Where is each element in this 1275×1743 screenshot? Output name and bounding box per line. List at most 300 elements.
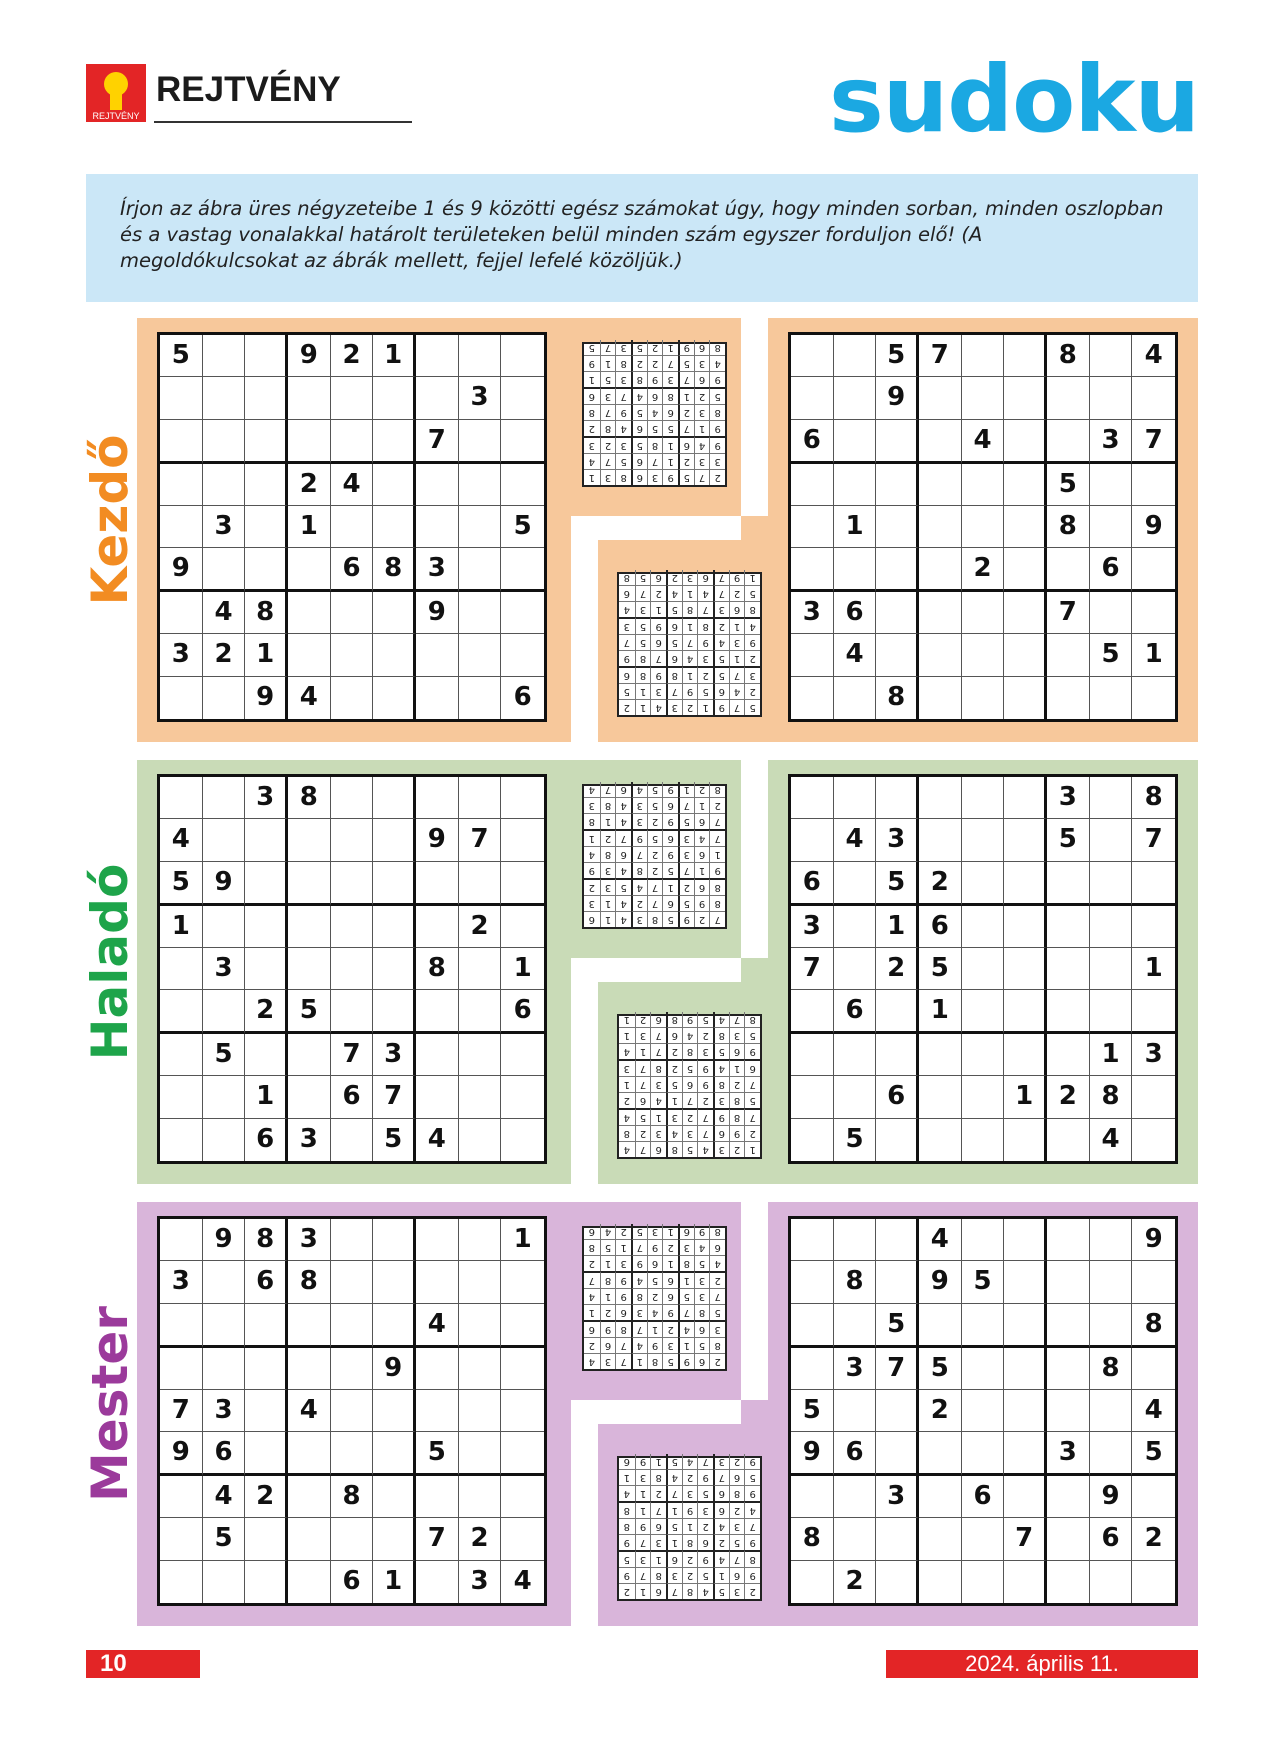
empty-cell[interactable] (876, 506, 919, 548)
empty-cell[interactable] (791, 1034, 834, 1076)
empty-cell[interactable] (1090, 335, 1133, 377)
empty-cell[interactable] (791, 634, 834, 676)
empty-cell[interactable] (245, 1561, 288, 1603)
empty-cell[interactable] (962, 1348, 1005, 1390)
empty-cell[interactable] (791, 677, 834, 719)
empty-cell[interactable] (962, 1219, 1005, 1261)
empty-cell[interactable] (962, 819, 1005, 861)
empty-cell[interactable] (1004, 1034, 1047, 1076)
empty-cell[interactable] (919, 1561, 962, 1603)
empty-cell[interactable] (1132, 548, 1175, 592)
empty-cell[interactable] (288, 819, 331, 861)
empty-cell[interactable] (160, 1348, 203, 1390)
empty-cell[interactable] (1047, 1304, 1090, 1348)
empty-cell[interactable] (919, 420, 962, 464)
empty-cell[interactable] (245, 377, 288, 419)
empty-cell[interactable] (373, 948, 416, 990)
empty-cell[interactable] (1004, 990, 1047, 1034)
empty-cell[interactable] (919, 506, 962, 548)
empty-cell[interactable] (501, 1518, 544, 1560)
empty-cell[interactable] (160, 1518, 203, 1560)
empty-cell[interactable] (245, 819, 288, 861)
empty-cell[interactable] (962, 1034, 1005, 1076)
empty-cell[interactable] (1047, 377, 1090, 419)
empty-cell[interactable] (373, 1476, 416, 1518)
empty-cell[interactable] (962, 906, 1005, 948)
empty-cell[interactable] (876, 1390, 919, 1432)
empty-cell[interactable] (1090, 1261, 1133, 1303)
empty-cell[interactable] (1004, 777, 1047, 819)
empty-cell[interactable] (1132, 677, 1175, 719)
empty-cell[interactable] (1004, 1390, 1047, 1432)
empty-cell[interactable] (459, 335, 502, 377)
empty-cell[interactable] (834, 677, 877, 719)
empty-cell[interactable] (962, 1304, 1005, 1348)
empty-cell[interactable] (1090, 777, 1133, 819)
empty-cell[interactable] (373, 464, 416, 506)
empty-cell[interactable] (501, 1304, 544, 1348)
empty-cell[interactable] (962, 1561, 1005, 1603)
empty-cell[interactable] (245, 862, 288, 906)
empty-cell[interactable] (245, 335, 288, 377)
empty-cell[interactable] (1132, 1476, 1175, 1518)
empty-cell[interactable] (203, 777, 246, 819)
empty-cell[interactable] (919, 1034, 962, 1076)
empty-cell[interactable] (373, 420, 416, 464)
empty-cell[interactable] (501, 464, 544, 506)
empty-cell[interactable] (1004, 1348, 1047, 1390)
empty-cell[interactable] (459, 1261, 502, 1303)
empty-cell[interactable] (962, 464, 1005, 506)
empty-cell[interactable] (834, 862, 877, 906)
empty-cell[interactable] (962, 1119, 1005, 1161)
empty-cell[interactable] (1004, 1304, 1047, 1348)
empty-cell[interactable] (962, 506, 1005, 548)
empty-cell[interactable] (288, 592, 331, 634)
empty-cell[interactable] (962, 990, 1005, 1034)
empty-cell[interactable] (834, 377, 877, 419)
empty-cell[interactable] (1132, 1119, 1175, 1161)
empty-cell[interactable] (1004, 906, 1047, 948)
empty-cell[interactable] (919, 1119, 962, 1161)
empty-cell[interactable] (1047, 1261, 1090, 1303)
empty-cell[interactable] (459, 777, 502, 819)
empty-cell[interactable] (1047, 1476, 1090, 1518)
empty-cell[interactable] (459, 634, 502, 676)
empty-cell[interactable] (1004, 1476, 1047, 1518)
empty-cell[interactable] (203, 464, 246, 506)
empty-cell[interactable] (160, 777, 203, 819)
empty-cell[interactable] (1004, 548, 1047, 592)
empty-cell[interactable] (331, 677, 374, 719)
empty-cell[interactable] (962, 777, 1005, 819)
empty-cell[interactable] (160, 1304, 203, 1348)
empty-cell[interactable] (203, 990, 246, 1034)
empty-cell[interactable] (834, 1034, 877, 1076)
empty-cell[interactable] (876, 634, 919, 676)
empty-cell[interactable] (373, 592, 416, 634)
empty-cell[interactable] (1132, 862, 1175, 906)
empty-cell[interactable] (288, 1476, 331, 1518)
empty-cell[interactable] (876, 1518, 919, 1560)
empty-cell[interactable] (791, 777, 834, 819)
empty-cell[interactable] (373, 777, 416, 819)
empty-cell[interactable] (791, 1304, 834, 1348)
empty-cell[interactable] (501, 1432, 544, 1476)
empty-cell[interactable] (962, 1518, 1005, 1560)
empty-cell[interactable] (416, 1561, 459, 1603)
empty-cell[interactable] (501, 335, 544, 377)
empty-cell[interactable] (416, 1476, 459, 1518)
empty-cell[interactable] (416, 862, 459, 906)
empty-cell[interactable] (1132, 464, 1175, 506)
empty-cell[interactable] (791, 990, 834, 1034)
empty-cell[interactable] (1132, 1261, 1175, 1303)
empty-cell[interactable] (331, 1432, 374, 1476)
empty-cell[interactable] (919, 777, 962, 819)
empty-cell[interactable] (203, 1348, 246, 1390)
empty-cell[interactable] (288, 1034, 331, 1076)
empty-cell[interactable] (1090, 1561, 1133, 1603)
empty-cell[interactable] (876, 420, 919, 464)
empty-cell[interactable] (791, 1119, 834, 1161)
empty-cell[interactable] (416, 990, 459, 1034)
empty-cell[interactable] (416, 335, 459, 377)
empty-cell[interactable] (962, 592, 1005, 634)
empty-cell[interactable] (203, 1304, 246, 1348)
empty-cell[interactable] (1004, 1219, 1047, 1261)
empty-cell[interactable] (288, 1561, 331, 1603)
empty-cell[interactable] (1090, 1432, 1133, 1476)
empty-cell[interactable] (203, 819, 246, 861)
empty-cell[interactable] (962, 948, 1005, 990)
empty-cell[interactable] (1090, 862, 1133, 906)
empty-cell[interactable] (834, 1518, 877, 1560)
empty-cell[interactable] (501, 862, 544, 906)
empty-cell[interactable] (834, 1304, 877, 1348)
empty-cell[interactable] (203, 420, 246, 464)
empty-cell[interactable] (501, 1261, 544, 1303)
empty-cell[interactable] (160, 677, 203, 719)
empty-cell[interactable] (416, 634, 459, 676)
empty-cell[interactable] (160, 948, 203, 990)
empty-cell[interactable] (1090, 1219, 1133, 1261)
empty-cell[interactable] (203, 548, 246, 592)
empty-cell[interactable] (919, 464, 962, 506)
empty-cell[interactable] (962, 1432, 1005, 1476)
empty-cell[interactable] (331, 990, 374, 1034)
empty-cell[interactable] (160, 1219, 203, 1261)
empty-cell[interactable] (1004, 592, 1047, 634)
empty-cell[interactable] (416, 1034, 459, 1076)
empty-cell[interactable] (876, 592, 919, 634)
empty-cell[interactable] (331, 506, 374, 548)
empty-cell[interactable] (791, 1076, 834, 1118)
empty-cell[interactable] (331, 1348, 374, 1390)
empty-cell[interactable] (245, 906, 288, 948)
empty-cell[interactable] (373, 819, 416, 861)
empty-cell[interactable] (459, 1348, 502, 1390)
empty-cell[interactable] (373, 1518, 416, 1560)
empty-cell[interactable] (876, 1561, 919, 1603)
empty-cell[interactable] (834, 1476, 877, 1518)
empty-cell[interactable] (919, 634, 962, 676)
empty-cell[interactable] (459, 592, 502, 634)
empty-cell[interactable] (245, 1034, 288, 1076)
empty-cell[interactable] (834, 420, 877, 464)
empty-cell[interactable] (919, 1518, 962, 1560)
empty-cell[interactable] (1090, 906, 1133, 948)
empty-cell[interactable] (245, 948, 288, 990)
empty-cell[interactable] (416, 1261, 459, 1303)
empty-cell[interactable] (416, 1076, 459, 1118)
empty-cell[interactable] (373, 634, 416, 676)
empty-cell[interactable] (160, 990, 203, 1034)
empty-cell[interactable] (288, 548, 331, 592)
empty-cell[interactable] (203, 1119, 246, 1161)
empty-cell[interactable] (331, 862, 374, 906)
empty-cell[interactable] (245, 464, 288, 506)
empty-cell[interactable] (245, 1304, 288, 1348)
empty-cell[interactable] (962, 862, 1005, 906)
empty-cell[interactable] (962, 1076, 1005, 1118)
empty-cell[interactable] (416, 1348, 459, 1390)
empty-cell[interactable] (1047, 1034, 1090, 1076)
empty-cell[interactable] (459, 1076, 502, 1118)
empty-cell[interactable] (416, 377, 459, 419)
empty-cell[interactable] (459, 464, 502, 506)
empty-cell[interactable] (1004, 819, 1047, 861)
empty-cell[interactable] (1047, 1348, 1090, 1390)
empty-cell[interactable] (919, 1076, 962, 1118)
empty-cell[interactable] (203, 377, 246, 419)
empty-cell[interactable] (1004, 1432, 1047, 1476)
empty-cell[interactable] (288, 1348, 331, 1390)
empty-cell[interactable] (1090, 506, 1133, 548)
empty-cell[interactable] (1132, 990, 1175, 1034)
empty-cell[interactable] (160, 1034, 203, 1076)
empty-cell[interactable] (1047, 948, 1090, 990)
empty-cell[interactable] (331, 592, 374, 634)
empty-cell[interactable] (1004, 1119, 1047, 1161)
empty-cell[interactable] (1004, 420, 1047, 464)
empty-cell[interactable] (791, 1561, 834, 1603)
empty-cell[interactable] (245, 506, 288, 548)
empty-cell[interactable] (245, 1518, 288, 1560)
empty-cell[interactable] (501, 1076, 544, 1118)
empty-cell[interactable] (791, 548, 834, 592)
empty-cell[interactable] (373, 990, 416, 1034)
empty-cell[interactable] (1090, 990, 1133, 1034)
empty-cell[interactable] (331, 1119, 374, 1161)
empty-cell[interactable] (331, 1390, 374, 1432)
empty-cell[interactable] (1004, 862, 1047, 906)
empty-cell[interactable] (331, 777, 374, 819)
empty-cell[interactable] (160, 592, 203, 634)
empty-cell[interactable] (876, 1119, 919, 1161)
empty-cell[interactable] (160, 464, 203, 506)
empty-cell[interactable] (160, 1076, 203, 1118)
empty-cell[interactable] (288, 862, 331, 906)
empty-cell[interactable] (876, 1034, 919, 1076)
empty-cell[interactable] (203, 906, 246, 948)
empty-cell[interactable] (1090, 819, 1133, 861)
empty-cell[interactable] (1004, 1261, 1047, 1303)
empty-cell[interactable] (288, 377, 331, 419)
empty-cell[interactable] (416, 1219, 459, 1261)
empty-cell[interactable] (331, 906, 374, 948)
empty-cell[interactable] (459, 1034, 502, 1076)
empty-cell[interactable] (919, 819, 962, 861)
empty-cell[interactable] (1090, 1390, 1133, 1432)
empty-cell[interactable] (834, 906, 877, 948)
empty-cell[interactable] (1047, 420, 1090, 464)
empty-cell[interactable] (160, 1119, 203, 1161)
empty-cell[interactable] (791, 1219, 834, 1261)
empty-cell[interactable] (331, 1518, 374, 1560)
empty-cell[interactable] (331, 1304, 374, 1348)
empty-cell[interactable] (416, 777, 459, 819)
empty-cell[interactable] (501, 1119, 544, 1161)
empty-cell[interactable] (1004, 506, 1047, 548)
empty-cell[interactable] (331, 948, 374, 990)
empty-cell[interactable] (501, 819, 544, 861)
empty-cell[interactable] (1090, 464, 1133, 506)
empty-cell[interactable] (331, 819, 374, 861)
empty-cell[interactable] (1090, 948, 1133, 990)
empty-cell[interactable] (1004, 1561, 1047, 1603)
empty-cell[interactable] (1047, 677, 1090, 719)
empty-cell[interactable] (1004, 464, 1047, 506)
empty-cell[interactable] (373, 1390, 416, 1432)
empty-cell[interactable] (288, 1432, 331, 1476)
empty-cell[interactable] (791, 377, 834, 419)
empty-cell[interactable] (834, 1076, 877, 1118)
empty-cell[interactable] (459, 862, 502, 906)
empty-cell[interactable] (1004, 634, 1047, 676)
empty-cell[interactable] (919, 1476, 962, 1518)
empty-cell[interactable] (791, 506, 834, 548)
empty-cell[interactable] (834, 548, 877, 592)
empty-cell[interactable] (1132, 592, 1175, 634)
empty-cell[interactable] (288, 1518, 331, 1560)
empty-cell[interactable] (459, 420, 502, 464)
empty-cell[interactable] (373, 1304, 416, 1348)
empty-cell[interactable] (1132, 906, 1175, 948)
empty-cell[interactable] (919, 1304, 962, 1348)
empty-cell[interactable] (331, 420, 374, 464)
empty-cell[interactable] (245, 420, 288, 464)
empty-cell[interactable] (501, 1034, 544, 1076)
empty-cell[interactable] (160, 377, 203, 419)
empty-cell[interactable] (791, 464, 834, 506)
empty-cell[interactable] (459, 506, 502, 548)
empty-cell[interactable] (834, 1219, 877, 1261)
empty-cell[interactable] (373, 506, 416, 548)
empty-cell[interactable] (876, 548, 919, 592)
empty-cell[interactable] (834, 948, 877, 990)
empty-cell[interactable] (1047, 1561, 1090, 1603)
empty-cell[interactable] (1047, 1518, 1090, 1560)
empty-cell[interactable] (501, 420, 544, 464)
empty-cell[interactable] (876, 777, 919, 819)
empty-cell[interactable] (1090, 592, 1133, 634)
empty-cell[interactable] (1090, 377, 1133, 419)
empty-cell[interactable] (791, 819, 834, 861)
empty-cell[interactable] (876, 1432, 919, 1476)
empty-cell[interactable] (288, 634, 331, 676)
empty-cell[interactable] (1090, 677, 1133, 719)
empty-cell[interactable] (962, 634, 1005, 676)
empty-cell[interactable] (459, 948, 502, 990)
empty-cell[interactable] (501, 634, 544, 676)
empty-cell[interactable] (373, 677, 416, 719)
empty-cell[interactable] (160, 1561, 203, 1603)
empty-cell[interactable] (459, 1219, 502, 1261)
empty-cell[interactable] (834, 777, 877, 819)
empty-cell[interactable] (1004, 948, 1047, 990)
empty-cell[interactable] (962, 1390, 1005, 1432)
empty-cell[interactable] (501, 592, 544, 634)
empty-cell[interactable] (1047, 548, 1090, 592)
empty-cell[interactable] (416, 464, 459, 506)
empty-cell[interactable] (416, 506, 459, 548)
empty-cell[interactable] (1004, 677, 1047, 719)
empty-cell[interactable] (1047, 634, 1090, 676)
empty-cell[interactable] (245, 1348, 288, 1390)
empty-cell[interactable] (331, 1219, 374, 1261)
empty-cell[interactable] (1132, 1076, 1175, 1118)
empty-cell[interactable] (203, 335, 246, 377)
empty-cell[interactable] (203, 1261, 246, 1303)
empty-cell[interactable] (919, 377, 962, 419)
empty-cell[interactable] (834, 1390, 877, 1432)
empty-cell[interactable] (245, 548, 288, 592)
empty-cell[interactable] (1047, 1390, 1090, 1432)
empty-cell[interactable] (876, 1261, 919, 1303)
empty-cell[interactable] (1047, 1219, 1090, 1261)
empty-cell[interactable] (1047, 1119, 1090, 1161)
empty-cell[interactable] (501, 777, 544, 819)
empty-cell[interactable] (245, 1432, 288, 1476)
empty-cell[interactable] (501, 1390, 544, 1432)
empty-cell[interactable] (416, 677, 459, 719)
empty-cell[interactable] (331, 377, 374, 419)
empty-cell[interactable] (1047, 862, 1090, 906)
empty-cell[interactable] (160, 1476, 203, 1518)
empty-cell[interactable] (373, 1261, 416, 1303)
empty-cell[interactable] (501, 1476, 544, 1518)
empty-cell[interactable] (791, 1261, 834, 1303)
empty-cell[interactable] (501, 1348, 544, 1390)
empty-cell[interactable] (459, 548, 502, 592)
empty-cell[interactable] (288, 420, 331, 464)
empty-cell[interactable] (288, 1076, 331, 1118)
empty-cell[interactable] (501, 548, 544, 592)
empty-cell[interactable] (416, 1390, 459, 1432)
empty-cell[interactable] (1047, 990, 1090, 1034)
empty-cell[interactable] (288, 1304, 331, 1348)
empty-cell[interactable] (203, 1076, 246, 1118)
empty-cell[interactable] (919, 677, 962, 719)
empty-cell[interactable] (962, 335, 1005, 377)
empty-cell[interactable] (1132, 1348, 1175, 1390)
empty-cell[interactable] (416, 906, 459, 948)
empty-cell[interactable] (501, 906, 544, 948)
empty-cell[interactable] (160, 420, 203, 464)
empty-cell[interactable] (876, 1219, 919, 1261)
empty-cell[interactable] (1047, 906, 1090, 948)
